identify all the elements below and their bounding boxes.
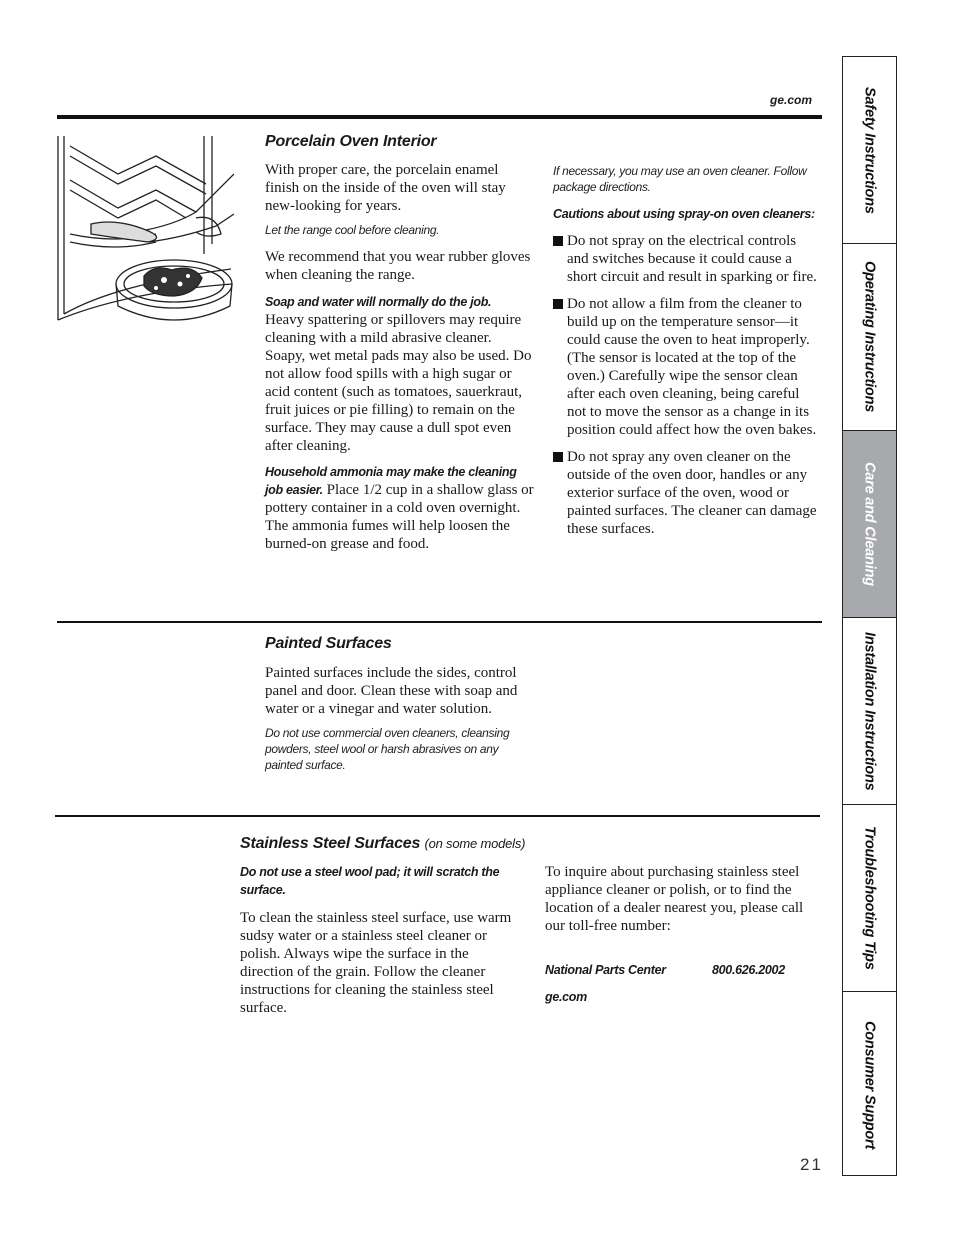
painted-title: Painted Surfaces [265, 635, 392, 652]
cautions-list [553, 232, 821, 538]
soap-lead: Soap and water will normally do the job. [265, 295, 492, 309]
contact-line [545, 963, 823, 981]
cool-note: Let the range cool before cleaning. [265, 223, 440, 237]
tab-care-and-cleaning[interactable]: Care and Cleaning [843, 431, 896, 618]
ammonia-lead: Household ammonia may make the cleaning job easier. [265, 465, 517, 497]
tab-consumer-support[interactable]: Consumer Support [861, 1021, 878, 1150]
stainless-warning: Do not use a steel wool pad; it will scratch the surface. [240, 865, 500, 897]
contact-web: ge.com [545, 990, 587, 1004]
contact-phone: 800.626.2002 [712, 963, 785, 977]
bullet-square-icon [553, 299, 563, 309]
painted-column [265, 664, 535, 773]
painted-rule [57, 621, 822, 623]
section-tabs [842, 56, 897, 1176]
bullet-square-icon [553, 452, 563, 462]
porcelain-intro: With proper care, the porcelain enamel finish on the inside of the oven will stay new-looking for years. [265, 162, 506, 214]
ammonia-paragraph [265, 463, 535, 553]
header-rule [57, 115, 822, 119]
stainless-title-suffix: (on some models) [424, 836, 526, 851]
cautions-lead: Cautions about using spray-on oven cleaners: [553, 207, 815, 221]
oven-cleaning-illustration [56, 134, 234, 322]
ammonia-text: Place 1/2 cup in a shallow glass or pottery container in a cold oven overnight. The ammonia fumes will help loosen the burned-on grease and food. [265, 482, 534, 552]
tab-installation-instructions[interactable]: Installation Instructions [843, 618, 896, 805]
page-number: 21 [800, 1155, 823, 1174]
stainless-left-column [240, 863, 512, 1017]
tab-troubleshooting-tips[interactable]: Troubleshooting Tips [843, 805, 896, 992]
stainless-right-column [545, 863, 823, 1004]
list-item: Do not allow a film from the cleaner to build up on the temperature sensor—it could cause the oven to heat improperly. (The sensor is located at the top of the oven.) Carefully wipe the sensor clean after each oven cleaning, being careful not to move the sensor as a change in its position could affect how the oven bakes. [553, 295, 821, 439]
list-item: Do not spray on the electrical controls and switches because it could cause a short circuit and result in sparking or fire. [553, 232, 821, 286]
painted-note: Do not use commercial oven cleaners, cleansing powders, steel wool or harsh abrasives on any painted surface. [265, 726, 510, 772]
gloves-text: We recommend that you wear rubber gloves when cleaning the range. [265, 249, 531, 283]
porcelain-right-column [553, 163, 821, 547]
contact-name: National Parts Center [545, 963, 666, 977]
site-url: ge.com [770, 93, 813, 107]
list-item: Do not spray any oven cleaner on the outside of the oven door, handles or any exterior surface of the oven, wood or painted surfaces. The cleaner can damage these surfaces. [553, 448, 821, 538]
tab-operating-instructions[interactable]: Operating Instructions [843, 244, 896, 431]
porcelain-left-column [265, 161, 535, 553]
painted-text: Painted surfaces include the sides, control panel and door. Clean these with soap and water or a vinegar and water solution. [265, 665, 518, 717]
porcelain-title: Porcelain Oven Interior [265, 133, 437, 150]
soap-text: Heavy spattering or spillovers may require cleaning with a mild abrasive cleaner. Soapy, wet metal pads may also be used. Do not allow food spills with a high sugar or acid content (such as tomatoes, sauerkraut, fruit juices or pie filling) to remain on the surface. They may cause a dull spot even after cleaning. [265, 312, 532, 454]
bullet-square-icon [553, 236, 563, 246]
stainless-inquire: To inquire about purchasing stainless steel appliance cleaner or polish, or to find the location of a dealer nearest you, please call our toll-free number: [545, 864, 804, 934]
stainless-text: To clean the stainless steel surface, use warm sudsy water or a stainless steel cleaner or polish. Always wipe the surface in the direction of the grain. Follow the cleaner instructions for cleaning the stainless steel surface. [240, 910, 512, 1016]
stainless-rule [55, 815, 820, 817]
soap-paragraph [265, 293, 535, 455]
tab-safety-instructions[interactable]: Safety Instructions [843, 57, 896, 244]
stainless-title [240, 835, 525, 853]
cleaner-note: If necessary, you may use an oven cleaner. Follow package directions. [553, 164, 807, 194]
stainless-title-text: Stainless Steel Surfaces [240, 835, 421, 852]
